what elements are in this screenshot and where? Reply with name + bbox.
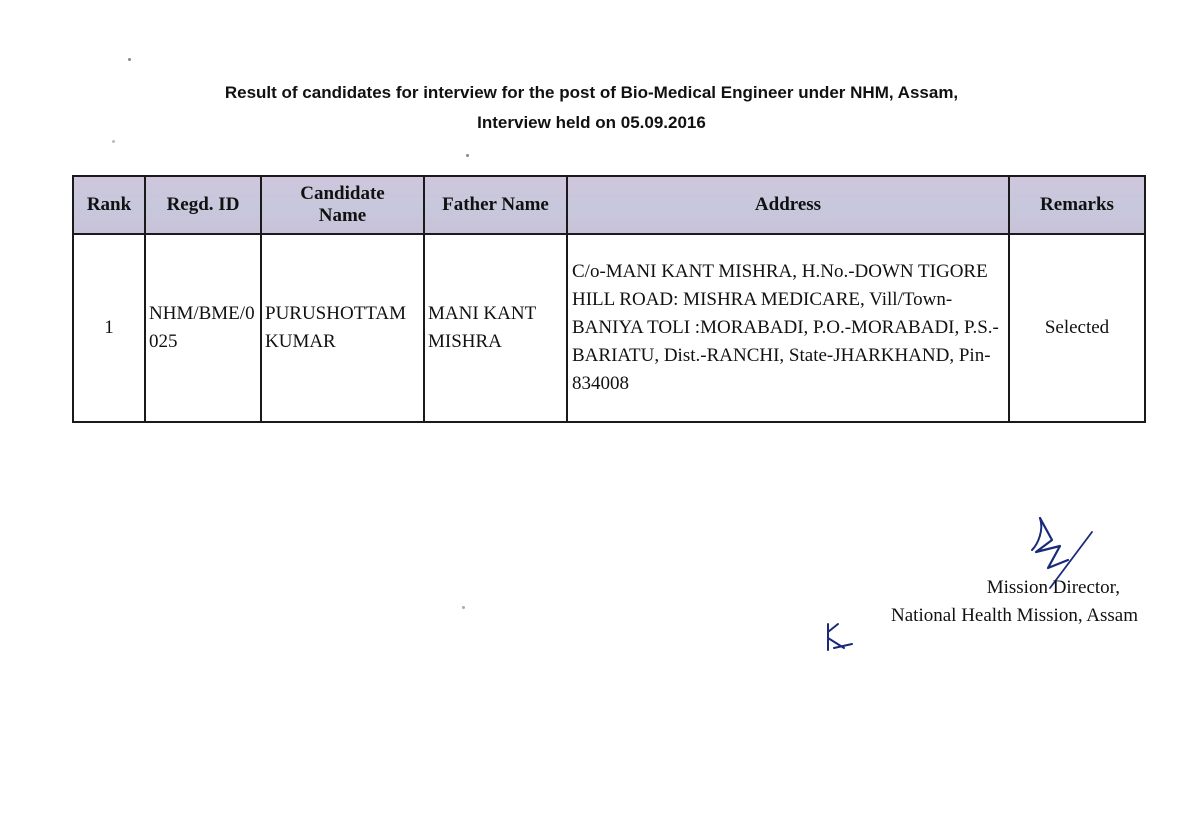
header-father-name: Father Name — [424, 176, 567, 234]
title-line-1: Result of candidates for interview for the post of Bio-Medical Engineer under NHM, Assam, — [224, 83, 959, 102]
scan-speck — [466, 154, 469, 157]
cell-rank: 1 — [73, 234, 145, 422]
initial-icon — [822, 618, 858, 654]
header-candidate-name — [261, 176, 424, 234]
result-table — [72, 175, 1146, 423]
signatory-organisation: National Health Mission, Assam — [891, 605, 1138, 626]
table-row — [73, 234, 1145, 422]
cell-address: C/o-MANI KANT MISHRA, H.No.-DOWN TIGORE HILL ROAD: MISHRA MEDICARE, Vill/Town-BANIYA TOLI :MORABADI, P.O.-MORABADI, P.S.-BARIATU, Dist.-RANCHI, State-JHARKHAND, Pin-834008 — [567, 234, 1009, 422]
header-address: Address — [567, 176, 1009, 234]
title-line-2: Interview held on 05.09.2016 — [477, 113, 706, 132]
signatory-designation: Mission Director, — [986, 577, 1120, 598]
cell-father-name: MANI KANT MISHRA — [424, 234, 567, 422]
table-header-row — [73, 176, 1145, 234]
scan-speck — [112, 140, 115, 143]
cell-candidate-name: PURUSHOTTAM KUMAR — [261, 234, 424, 422]
header-regd-id: Regd. ID — [145, 176, 261, 234]
page-title — [0, 78, 1183, 138]
header-remarks: Remarks — [1009, 176, 1145, 234]
cell-regd-id: NHM/BME/0025 — [145, 234, 261, 422]
scan-speck — [462, 606, 465, 609]
header-rank: Rank — [73, 176, 145, 234]
cell-remarks: Selected — [1009, 234, 1145, 422]
scan-speck — [128, 58, 131, 61]
header-candidate-name-label: Candidate Name — [300, 183, 385, 226]
signature-block — [800, 510, 1160, 660]
